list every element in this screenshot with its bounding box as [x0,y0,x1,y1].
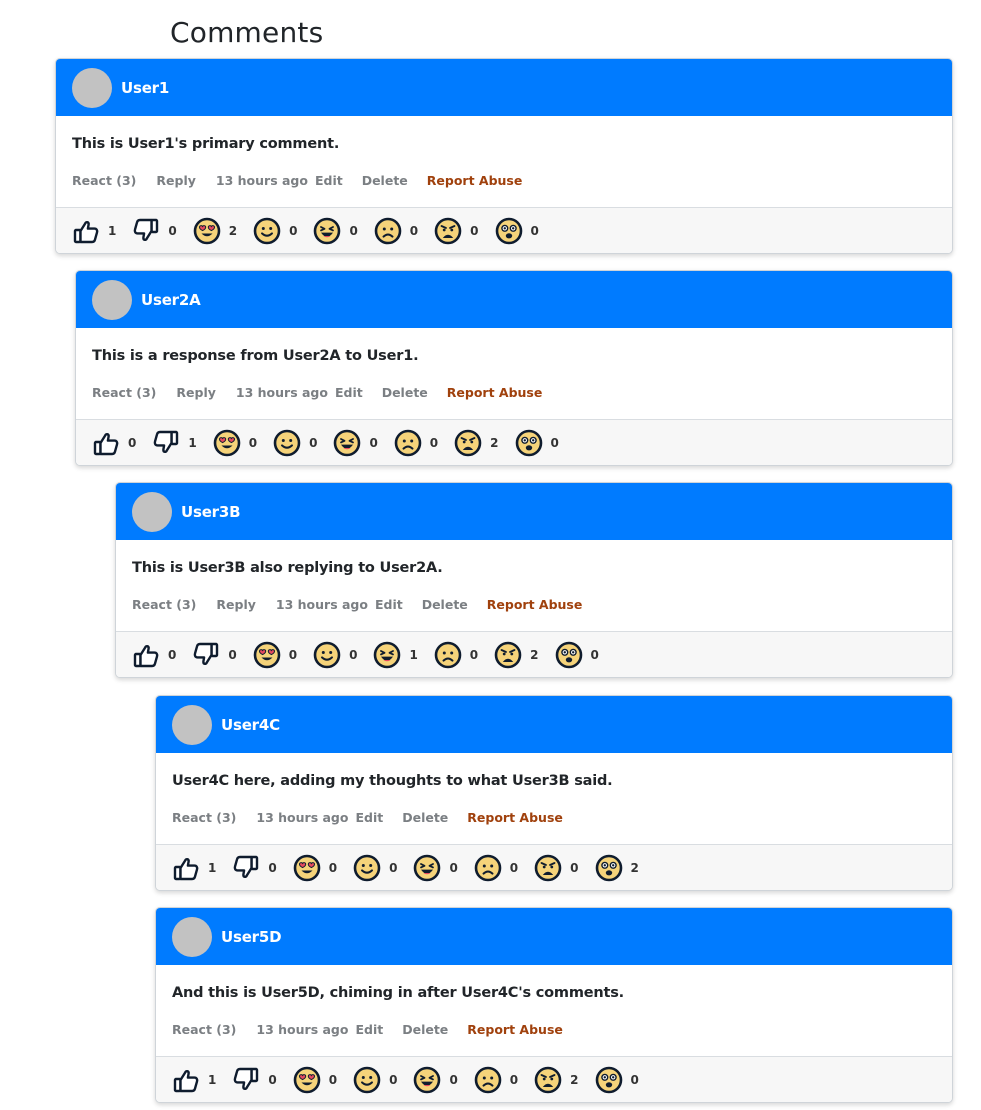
reaction-smile[interactable] [353,1066,397,1094]
reaction-count: 0 [268,1073,277,1087]
reaction-thumbs-down[interactable] [192,641,236,669]
reaction-count: 0 [530,224,539,238]
reaction-angry[interactable] [434,217,478,245]
report-abuse-link[interactable]: Report Abuse [467,1022,563,1037]
delete-button[interactable]: Delete [402,810,449,825]
edit-button[interactable]: Edit [374,597,403,612]
laughing-icon[interactable] [333,429,361,457]
reaction-count: 0 [590,648,599,662]
reaction-bar [116,632,952,678]
reaction-laughing[interactable] [373,641,417,669]
react-button[interactable]: React (3) [172,810,237,825]
laughing-icon[interactable] [413,1066,441,1094]
heart-eyes-icon[interactable] [193,217,221,245]
comment-username[interactable]: User1 [121,78,170,97]
reaction-angry[interactable] [494,641,538,669]
reaction-count: 2 [530,648,539,662]
avatar[interactable] [172,917,212,957]
thumbs-down-icon[interactable] [232,854,260,882]
reaction-thumbs-down[interactable] [152,429,196,457]
delete-button[interactable]: Delete [381,385,428,400]
shocked-icon[interactable] [495,217,523,245]
reaction-count: 0 [630,1073,639,1087]
reaction-thumbs-up[interactable] [132,641,176,669]
delete-button[interactable]: Delete [361,173,408,188]
reaction-thumbs-up[interactable] [172,854,216,882]
timestamp: 13 hours ago [215,173,308,188]
reaction-count: 0 [389,1073,398,1087]
smile-icon[interactable] [273,429,301,457]
comment-header [156,908,952,965]
reaction-thumbs-up[interactable] [92,429,136,457]
reaction-count: 0 [389,861,398,875]
heart-eyes-icon[interactable] [213,429,241,457]
reaction-count: 0 [328,861,338,875]
comment-card [55,58,953,254]
reaction-heart-eyes[interactable] [213,429,257,457]
comment-actions [92,385,936,400]
angry-icon[interactable] [434,217,462,245]
report-abuse-link[interactable]: Report Abuse [426,173,523,188]
comment-actions [72,173,936,188]
comment-actions [172,1022,936,1037]
reaction-count: 1 [108,224,117,238]
reaction-smile[interactable] [253,217,297,245]
reaction-count: 0 [288,648,298,662]
reaction-count: 0 [128,436,137,450]
reaction-count: 0 [509,861,519,875]
reaction-count: 2 [570,1073,579,1087]
page-title: Comments [170,16,324,49]
comment-header [56,59,952,116]
comment-username[interactable]: User3B [181,502,241,521]
delete-button[interactable]: Delete [421,597,468,612]
reaction-frown[interactable] [434,641,478,669]
reply-button[interactable]: Reply [176,385,216,400]
reaction-laughing[interactable] [413,854,457,882]
reaction-count: 0 [449,861,458,875]
timestamp: 13 hours ago [256,810,349,825]
thumbs-up-icon[interactable] [92,429,120,457]
reaction-laughing[interactable] [313,217,357,245]
reaction-heart-eyes[interactable] [293,1066,337,1094]
shocked-icon[interactable] [515,429,543,457]
edit-button[interactable]: Edit [314,173,343,188]
reaction-smile[interactable] [353,854,397,882]
avatar[interactable] [172,705,212,745]
thumbs-down-icon[interactable] [152,429,180,457]
comment-body [76,328,952,420]
frown-icon[interactable] [394,429,422,457]
smile-icon[interactable] [253,217,281,245]
reaction-angry[interactable] [534,1066,578,1094]
reaction-count: 2 [630,861,639,875]
laughing-icon[interactable] [313,217,341,245]
reaction-count: 0 [349,648,358,662]
reaction-count: 0 [168,648,177,662]
avatar[interactable] [92,280,132,320]
reaction-heart-eyes[interactable] [253,641,297,669]
reaction-thumbs-down[interactable] [232,854,276,882]
thumbs-up-icon[interactable] [172,1066,200,1094]
comment-body [156,965,952,1057]
heart-eyes-icon[interactable] [253,641,281,669]
comment-actions [132,597,936,612]
reaction-shocked[interactable] [595,1066,639,1094]
reaction-count: 1 [208,861,217,875]
heart-eyes-icon[interactable] [293,1066,321,1094]
comment-actions [172,810,936,825]
reaction-count: 0 [349,224,358,238]
reaction-count: 0 [268,861,277,875]
reaction-count: 0 [570,861,579,875]
reaction-laughing[interactable] [333,429,377,457]
shocked-icon[interactable] [595,1066,623,1094]
angry-icon[interactable] [494,641,522,669]
reply-button[interactable]: Reply [156,173,196,188]
edit-button[interactable]: Edit [355,810,384,825]
reaction-frown[interactable] [474,1066,518,1094]
delete-button[interactable]: Delete [402,1022,449,1037]
thumbs-down-icon[interactable] [132,217,160,245]
react-button[interactable]: React (3) [172,1022,237,1037]
reaction-count: 0 [550,436,559,450]
reaction-count: 0 [469,648,479,662]
reaction-laughing[interactable] [413,1066,457,1094]
reaction-smile[interactable] [313,641,357,669]
timestamp: 13 hours ago [256,1022,349,1037]
report-abuse-link[interactable]: Report Abuse [486,597,583,612]
react-button[interactable]: React (3) [72,173,137,188]
comment-text: This is User1's primary comment. [72,136,340,152]
reaction-count: 0 [228,648,237,662]
reaction-heart-eyes[interactable] [193,217,237,245]
thumbs-up-icon[interactable] [172,854,200,882]
avatar[interactable] [132,492,172,532]
comment-card [115,482,953,678]
comment-username[interactable]: User5D [221,927,282,946]
comment-card [155,695,953,891]
reaction-count: 0 [248,436,258,450]
heart-eyes-icon[interactable] [293,854,321,882]
frown-icon[interactable] [434,641,462,669]
reaction-heart-eyes[interactable] [293,854,337,882]
reply-button[interactable]: Reply [216,597,256,612]
edit-button[interactable]: Edit [355,1022,384,1037]
thumbs-up-icon[interactable] [132,641,160,669]
comment-card [75,270,953,466]
comment-text: This is User3B also replying to User2A. [132,560,443,576]
edit-button[interactable]: Edit [334,385,363,400]
comment-text: User4C here, adding my thoughts to what User3B said. [172,773,613,789]
reaction-bar [56,208,952,254]
thumbs-down-icon[interactable] [192,641,220,669]
comment-text: And this is User5D, chiming in after User4C's comments. [172,985,624,1001]
reaction-bar [156,845,952,891]
comment-body [156,753,952,845]
thumbs-up-icon[interactable] [72,217,100,245]
comment-text: This is a response from User2A to User1. [92,348,419,364]
timestamp: 13 hours ago [235,385,328,400]
comment-body [116,540,952,632]
react-button[interactable]: React (3) [132,597,197,612]
angry-icon[interactable] [454,429,482,457]
reaction-count: 1 [409,648,418,662]
reaction-bar [76,420,952,466]
reaction-count: 0 [509,1073,519,1087]
laughing-icon[interactable] [373,641,401,669]
reaction-count: 0 [328,1073,338,1087]
reaction-bar [156,1057,952,1103]
reaction-shocked[interactable] [495,217,539,245]
angry-icon[interactable] [534,854,562,882]
reaction-shocked[interactable] [595,854,639,882]
reaction-frown[interactable] [474,854,518,882]
frown-icon[interactable] [474,1066,502,1094]
avatar[interactable] [72,68,112,108]
reaction-count: 0 [409,224,419,238]
reaction-count: 2 [490,436,499,450]
report-abuse-link[interactable]: Report Abuse [467,810,563,825]
reaction-count: 1 [208,1073,217,1087]
reaction-frown[interactable] [374,217,418,245]
reaction-count: 0 [289,224,298,238]
comment-header [156,696,952,753]
thumbs-down-icon[interactable] [232,1066,260,1094]
reaction-thumbs-down[interactable] [132,217,176,245]
reaction-count: 2 [228,224,238,238]
smile-icon[interactable] [353,1066,381,1094]
comment-header [76,271,952,328]
reaction-frown[interactable] [394,429,438,457]
comment-username[interactable]: User2A [141,290,201,309]
frown-icon[interactable] [474,854,502,882]
angry-icon[interactable] [534,1066,562,1094]
comment-username[interactable]: User4C [221,715,280,734]
shocked-icon[interactable] [555,641,583,669]
reaction-count: 0 [470,224,479,238]
reaction-smile[interactable] [273,429,317,457]
comment-header [116,483,952,540]
laughing-icon[interactable] [413,854,441,882]
smile-icon[interactable] [353,854,381,882]
reaction-shocked[interactable] [555,641,599,669]
reaction-shocked[interactable] [515,429,559,457]
shocked-icon[interactable] [595,854,623,882]
timestamp: 13 hours ago [275,597,368,612]
frown-icon[interactable] [374,217,402,245]
reaction-count: 0 [429,436,439,450]
comment-card [155,907,953,1103]
reaction-angry[interactable] [454,429,498,457]
reaction-count: 0 [168,224,177,238]
reaction-count: 0 [309,436,318,450]
comment-body [56,116,952,208]
report-abuse-link[interactable]: Report Abuse [446,385,543,400]
smile-icon[interactable] [313,641,341,669]
reaction-count: 1 [188,436,197,450]
reaction-count: 0 [449,1073,458,1087]
reaction-thumbs-up[interactable] [172,1066,216,1094]
reaction-count: 0 [369,436,378,450]
reaction-thumbs-up[interactable] [72,217,116,245]
reaction-thumbs-down[interactable] [232,1066,276,1094]
react-button[interactable]: React (3) [92,385,157,400]
reaction-angry[interactable] [534,854,578,882]
